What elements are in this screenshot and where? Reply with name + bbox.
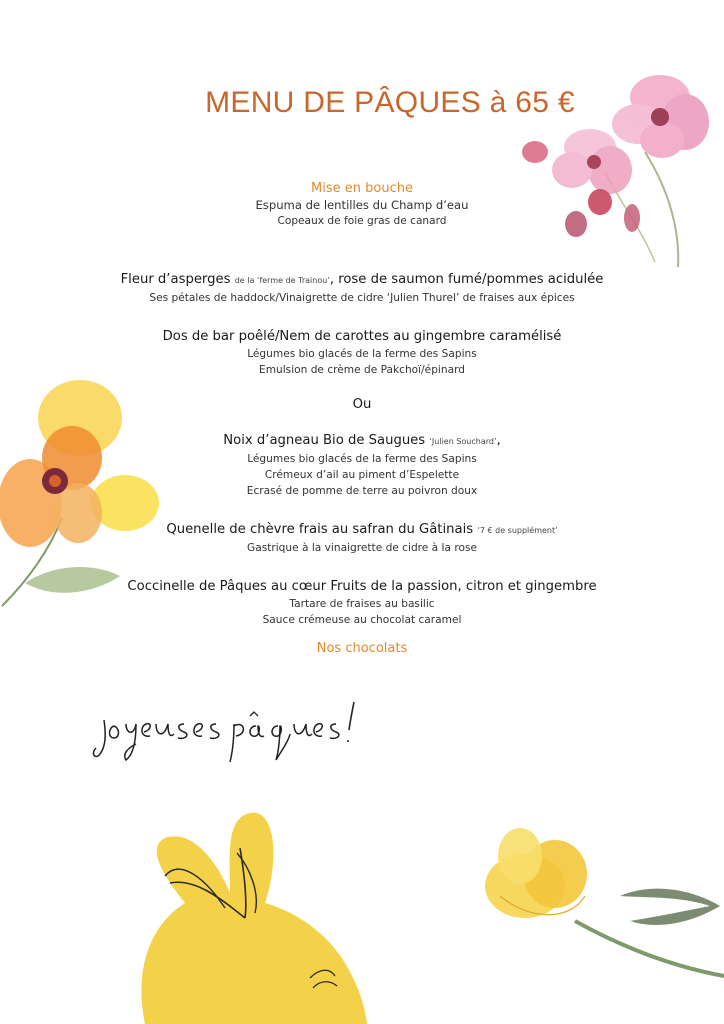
amuse-line: Espuma de lentilles du Champ d’eau — [255, 198, 469, 212]
starter-main-b: , rose de saumon fumé/pommes acidulée — [329, 272, 604, 287]
dessert-line: Tartare de fraises au basilic — [289, 598, 435, 610]
starter-note: de la ‘ferme de Trainou’ — [234, 276, 330, 285]
lamb-line: Légumes bio glacés de la ferme des Sapins — [247, 453, 477, 465]
chocolates-heading: Nos chocolats — [316, 641, 408, 656]
amuse-heading: Mise en bouche — [311, 181, 413, 196]
lamb-line: Crémeux d’ail au piment d’Espelette — [264, 469, 460, 481]
menu-content — [0, 180, 724, 657]
lamb-line: Ecrasé de pomme de terre au poivron doux — [246, 485, 478, 497]
menu-title: MENU DE PÂQUES à 65 € — [205, 86, 575, 119]
cheese-title — [0, 521, 724, 540]
lamb-note: ‘Julien Souchard’ — [429, 437, 497, 446]
dessert-title: Coccinelle de Pâques au cœur Fruits de la passion, citron et gingembre — [127, 579, 597, 594]
starter-title — [0, 271, 724, 290]
fish-title: Dos de bar poêlé/Nem de carottes au gingembre caramélisé — [162, 329, 562, 344]
or-separator: Ou — [352, 397, 372, 412]
bunny-illustration — [125, 808, 395, 1024]
cheese-main: Quenelle de chèvre frais au safran du Gâtinais — [166, 522, 474, 537]
cheese-note: ‘7 € de supplément’ — [477, 526, 558, 535]
cheese-sub: Gastrique à la vinaigrette de cidre à la rose — [247, 542, 477, 554]
starter-sub: Ses pétales de haddock/Vinaigrette de cidre ‘Julien Thurel’ de fraises aux épices — [149, 292, 575, 304]
fish-line: Légumes bio glacés de la ferme des Sapins — [247, 348, 477, 360]
handwritten-greeting — [92, 694, 362, 766]
lamb-title — [0, 432, 724, 451]
lamb-main: Noix d’agneau Bio de Saugues — [223, 433, 426, 448]
tulip-illustration — [480, 826, 724, 986]
fish-line: Emulsion de crème de Pakchoï/épinard — [259, 364, 465, 376]
starter-main-a: Fleur d’asperges — [120, 272, 231, 287]
lamb-suffix: , — [496, 433, 501, 448]
dessert-line: Sauce crémeuse au chocolat caramel — [262, 614, 462, 626]
amuse-line: Copeaux de foie gras de canard — [277, 215, 447, 227]
